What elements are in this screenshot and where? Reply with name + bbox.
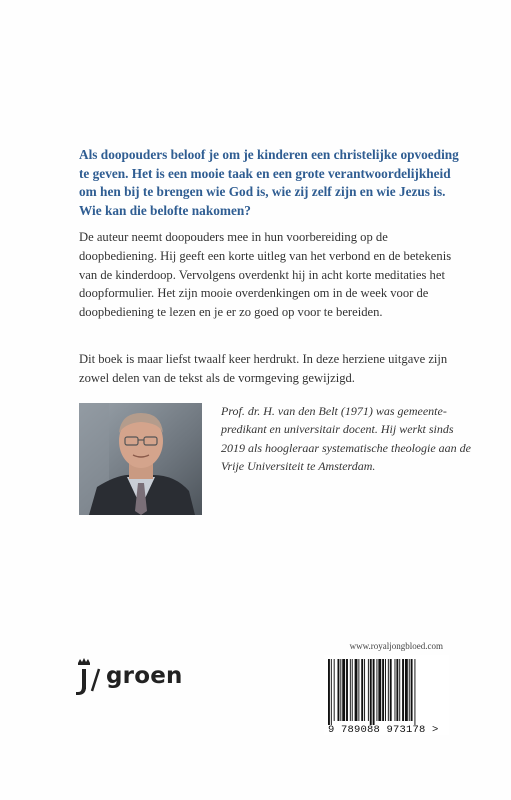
barcode-bar (331, 659, 332, 725)
barcode-bar (396, 659, 398, 721)
barcode-bar (352, 659, 353, 721)
barcode-bar (370, 659, 372, 725)
barcode-bar (402, 659, 404, 721)
barcode-bar (364, 659, 365, 721)
intro-blurb: Als doopouders beloof je om je kinderen een christelijke opvoeding te geven. Het is een mooie taak en een grote verantwoordelijkheid om hen bij te brengen wie God is, wie zij zelf zijn en wie Jezus is. Wie kan die belofte nakomen? (79, 147, 459, 218)
barcode-bar (399, 659, 400, 721)
author-bio: Prof. dr. H. van den Belt (1971) was gemeentepredikant en universitair docent. Hij werkt sinds 2019 als hoogleraar systematische theologie aan de Vrije Universiteit te Amsterdam. (221, 404, 471, 474)
barcode-bar (373, 659, 375, 725)
barcode-bar (328, 659, 330, 725)
barcode-bar (378, 659, 381, 721)
publisher-name: groen (106, 663, 183, 689)
barcode-bar (358, 659, 359, 721)
barcode-bar (414, 659, 415, 725)
publisher-logo (72, 655, 202, 699)
barcode-bar (388, 659, 389, 721)
barcode-bar (405, 659, 408, 721)
barcode-bar (340, 659, 341, 721)
barcode-bar (350, 659, 351, 721)
description-paragraph-2: Dit boek is maar liefst twaalf keer herdrukt. In deze herziene uitgave zijn zowel delen van de tekst als de vormgeving gewijzigd. (79, 352, 448, 385)
isbn-number: 9 789088 973178 > (328, 724, 439, 736)
barcode-bar (342, 659, 345, 721)
barcode-bar (355, 659, 358, 721)
barcode-bar (368, 659, 369, 721)
isbn-barcode (324, 655, 449, 735)
barcode-bar (334, 659, 335, 721)
barcode-bar (411, 659, 413, 721)
barcode-bar (346, 659, 348, 721)
barcode-bar (376, 659, 377, 721)
barcode-bar (361, 659, 363, 721)
publisher-website: www.royaljongbloed.com (349, 641, 443, 651)
barcode-bar (409, 659, 410, 721)
description-paragraph-1: De auteur neemt doopouders mee in hun voorbereiding op de doopbediening. Hij geeft een korte uitleg van het verbond en de betekenis van de kinderdoop. Vervolgens overdenkt hij in acht korte meditaties het doopformulier. Het zijn mooie overdenkingen om in de week voor de doopbediening te lezen en je er zo goed op voor te bereiden. (79, 230, 452, 320)
barcode-bar (382, 659, 384, 721)
crown-j-icon (72, 657, 104, 697)
barcode-bar (385, 659, 386, 721)
author-portrait-icon (79, 403, 202, 515)
barcode-bar (395, 659, 396, 721)
barcode-bar (390, 659, 392, 721)
barcode-bar (338, 659, 340, 721)
author-photo (79, 403, 202, 515)
